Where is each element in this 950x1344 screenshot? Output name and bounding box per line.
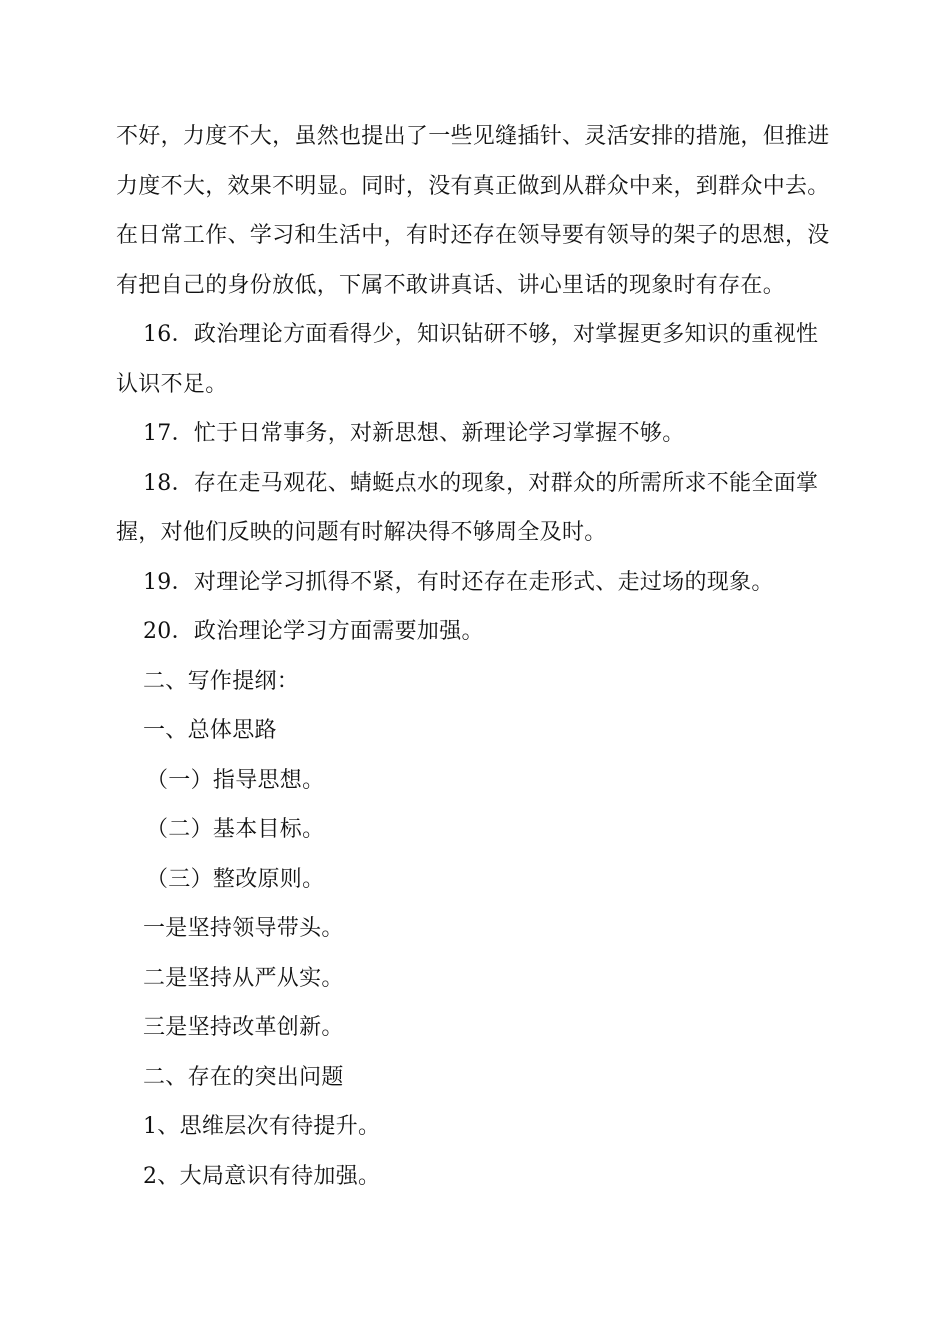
subsection-principles: （三）整改原则。 xyxy=(146,866,325,892)
list-item-19: 19．对理论学习抓得不紧，有时还存在走形式、走过场的现象。 xyxy=(143,569,774,595)
principle-item-1: 一是坚持领导带头。 xyxy=(143,916,344,941)
list-item-18: 18．存在走马观花、蜻蜓点水的现象，对群众的所需所求不能全面掌握，对他们反映的问题有时解决得不够周全及时。 xyxy=(116,470,819,545)
section-heading-outline: 二、写作提纲： xyxy=(143,668,300,694)
document-body xyxy=(116,112,840,1201)
subsection-basic-goal: （二）基本目标。 xyxy=(146,817,325,842)
problem-item-1: 1、思维层次有待提升。 xyxy=(143,1114,381,1139)
list-item-17: 17．忙于日常事务，对新思想、新理论学习掌握不够。 xyxy=(143,421,685,446)
section-heading-overall: 一、总体思路 xyxy=(143,718,277,743)
section-heading-problems: 二、存在的突出问题 xyxy=(143,1064,344,1090)
list-item-20: 20．政治理论学习方面需要加强。 xyxy=(143,619,484,644)
problem-item-2: 2、大局意识有待加强。 xyxy=(143,1163,381,1189)
principle-item-2: 二是坚持从严从实。 xyxy=(143,965,344,991)
principle-item-3: 三是坚持改革创新。 xyxy=(143,1015,344,1040)
list-item-16: 16．政治理论方面看得少，知识钻研不够，对掌握更多知识的重视性认识不足。 xyxy=(116,322,819,397)
subsection-guiding-thought: （一）指导思想。 xyxy=(146,767,325,793)
paragraph-continued: 不好，力度不大，虽然也提出了一些见缝插针、灵活安排的措施，但推进力度不大，效果不明显。同时，没有真正做到从群众中来，到群众中去。在日常工作、学习和生活中，有时还存在领导要有领导的架子的思想，没有把自己的身份放低，下属不敢讲真话、讲心里话的现象时有存在。 xyxy=(116,124,830,298)
